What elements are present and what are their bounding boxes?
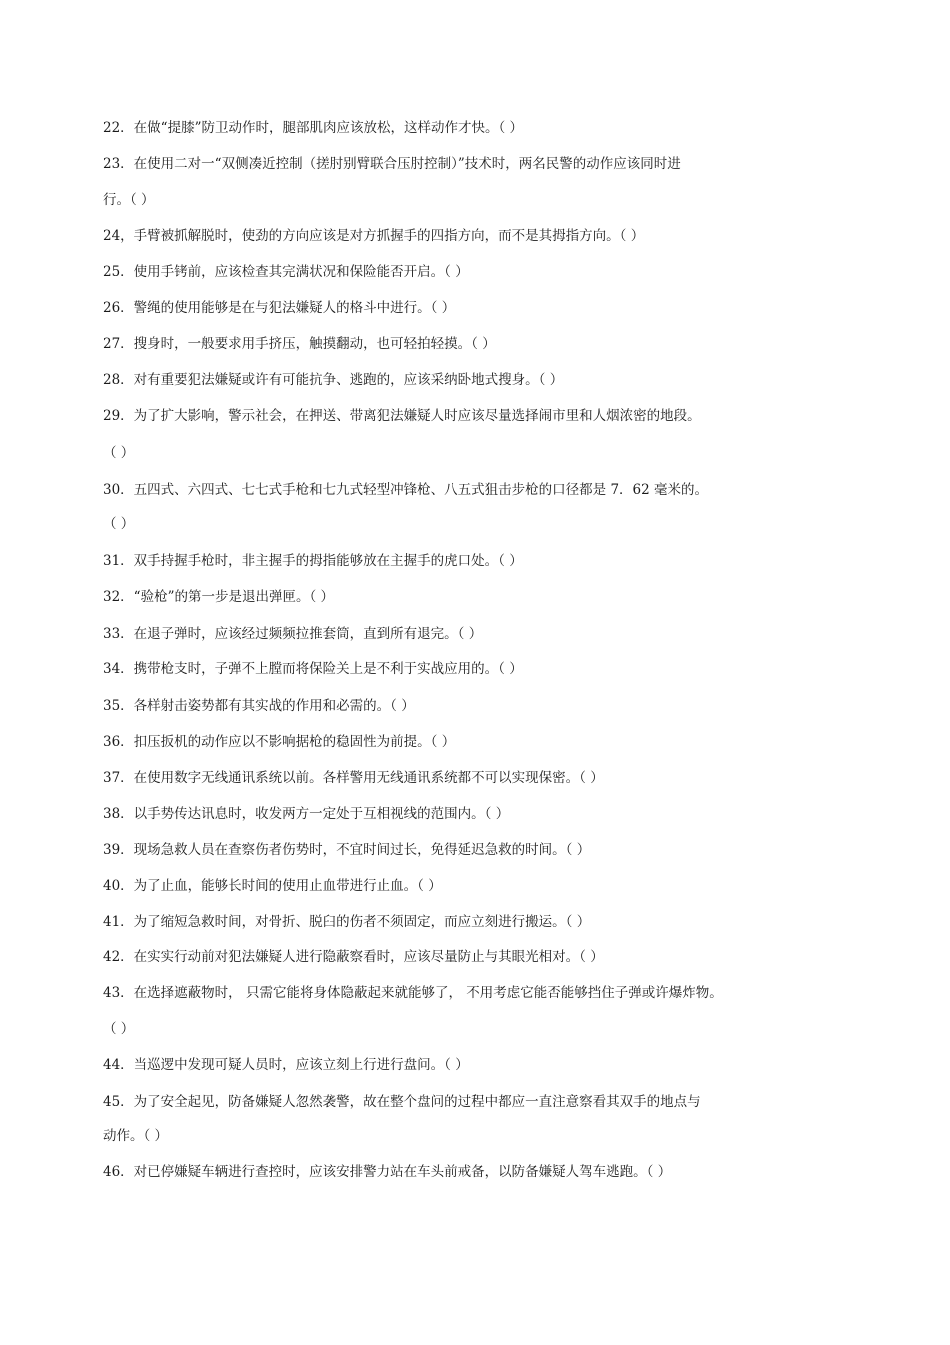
question-28: 28．对有重要犯法嫌疑或许有可能抗争、逃跑的，应该采纳卧地式搜身。（ ） [103, 372, 564, 388]
question-30-continuation: （ ） [103, 516, 135, 532]
question-45: 45．为了安全起见，防备嫌疑人忽然袭警，故在整个盘问的过程中都应一直注意察看其双手的地点与 [103, 1094, 701, 1110]
question-24: 24，手臂被抓解脱时，使劲的方向应该是对方抓握手的四指方向，而不是其拇指方向。（ ） [103, 228, 645, 244]
question-23: 23．在使用二对一“双侧凑近控制（搓肘别臂联合压肘控制）”技术时，两名民警的动作应该同时进 [103, 156, 681, 172]
question-46: 46．对已停嫌疑车辆进行查控时，应该安排警力站在车头前戒备，以防备嫌疑人驾车逃跑。（ ） [103, 1164, 672, 1180]
question-27: 27．搜身时，一般要求用手挤压，触摸翻动，也可轻拍轻摸。（ ） [103, 336, 496, 352]
question-29-continuation: （ ） [103, 445, 135, 461]
question-38: 38．以手势传达讯息时，收发两方一定处于互相视线的范围内。（ ） [103, 806, 510, 822]
question-25: 25．使用手铐前，应该检查其完满状况和保险能否开启。（ ） [103, 264, 469, 280]
question-36: 36．扣压扳机的动作应以不影响据枪的稳固性为前提。（ ） [103, 734, 456, 750]
question-39: 39．现场急救人员在查察伤者伤势时，不宜时间过长，免得延迟急救的时间。（ ） [103, 842, 591, 858]
question-33: 33．在退子弹时，应该经过频频拉推套筒，直到所有退完。（ ） [103, 626, 483, 642]
question-35: 35．各样射击姿势都有其实战的作用和必需的。（ ） [103, 698, 415, 714]
question-23-continuation: 行。（ ） [103, 192, 155, 208]
question-29: 29．为了扩大影响，警示社会，在押送、带离犯法嫌疑人时应该尽量选择闹市里和人烟浓密的地段。 [103, 408, 701, 424]
question-34: 34．携带枪支时，子弹不上膛而将保险关上是不利于实战应用的。（ ） [103, 661, 523, 677]
question-30: 30．五四式、六四式、七七式手枪和七九式轻型冲锋枪、八五式狙击步枪的口径都是 7．62 毫米的。 [103, 482, 709, 498]
question-31: 31．双手持握手枪时，非主握手的拇指能够放在主握手的虎口处。（ ） [103, 553, 523, 569]
question-32: 32．“验枪”的第一步是退出弹匣。（ ） [103, 589, 335, 605]
question-45-continuation: 动作。（ ） [103, 1128, 169, 1144]
question-26: 26．警绳的使用能够是在与犯法嫌疑人的格斗中进行。（ ） [103, 300, 456, 316]
question-37: 37．在使用数字无线通讯系统以前。各样警用无线通讯系统都不可以实现保密。（ ） [103, 770, 604, 786]
question-22: 22．在做“提膝”防卫动作时，腿部肌肉应该放松，这样动作才快。（ ） [103, 120, 524, 136]
question-44: 44．当巡逻中发现可疑人员时，应该立刻上行进行盘问。（ ） [103, 1057, 469, 1073]
question-43: 43．在选择遮蔽物时， 只需它能将身体隐蔽起来就能够了， 不用考虑它能否能够挡住子弹或许爆炸物。 [103, 985, 723, 1001]
question-40: 40．为了止血，能够长时间的使用止血带进行止血。（ ） [103, 878, 442, 894]
question-41: 41．为了缩短急救时间，对骨折、脱臼的伤者不须固定，而应立刻进行搬运。（ ） [103, 914, 591, 930]
question-43-continuation: （ ） [103, 1021, 135, 1037]
question-42: 42．在实实行动前对犯法嫌疑人进行隐蔽察看时，应该尽量防止与其眼光相对。（ ） [103, 949, 604, 965]
